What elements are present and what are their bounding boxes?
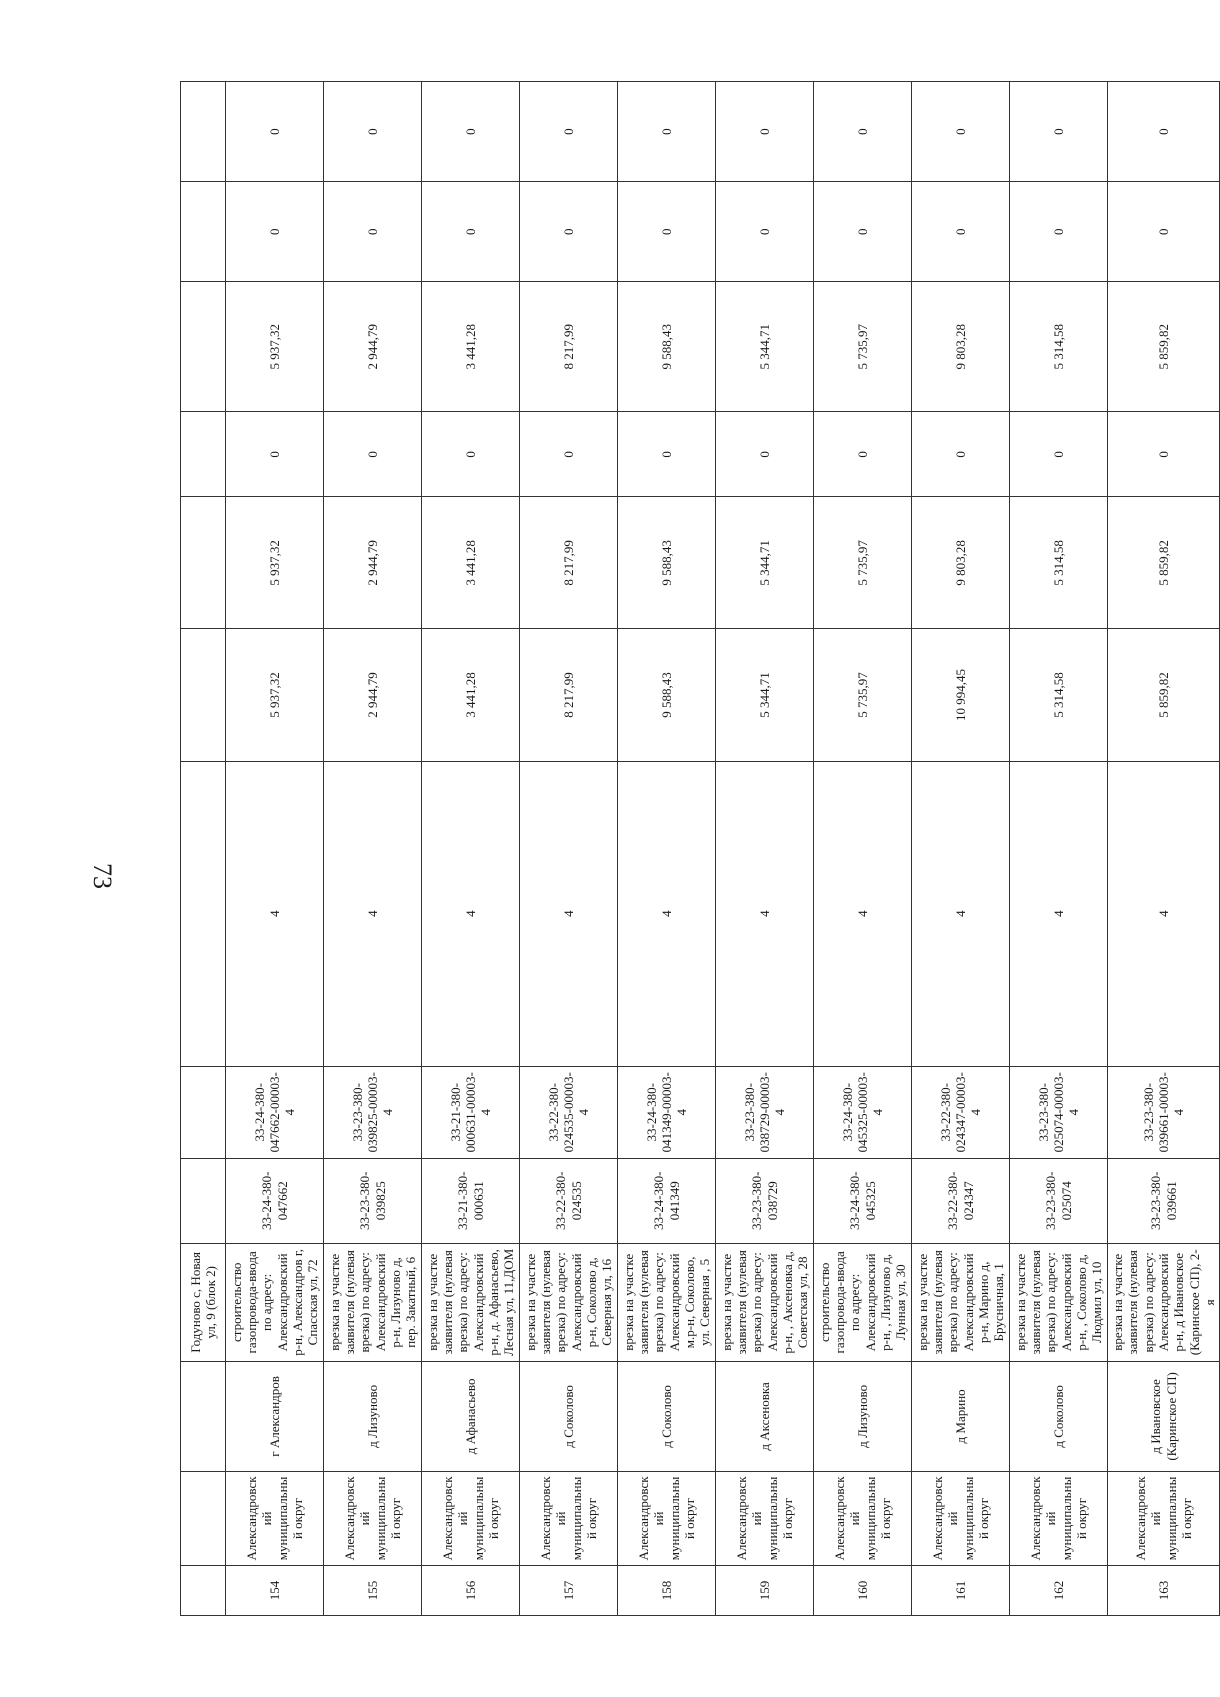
object-code-cell: 33-23-380-038729-00003-4 [716,1066,814,1158]
value-cell: 0 [814,412,912,497]
continuation-cell [181,1361,226,1471]
row-number: 154 [226,1565,324,1615]
value-cell: 5 314,58 [1010,497,1108,629]
value-cell: 5 344,71 [716,629,814,761]
object-code-cell: 33-22-380-024347-00003-4 [912,1066,1010,1158]
value-cell: 2 944,79 [324,629,422,761]
rotated-table-wrapper [180,81,1217,1616]
continuation-cell [181,82,226,182]
continuation-cell [181,761,226,1066]
table-row [422,82,520,1616]
row-number: 161 [912,1565,1010,1615]
category-cell: 4 [324,761,422,1066]
continuation-cell [181,1066,226,1158]
description-cell: врезка на участке заявителя (нулевая врезка) по адресу: Александровский р-н, , Соколово д, Людмил ул, 10 [1010,1243,1108,1361]
description-cell: врезка на участке заявителя (нулевая врезка) по адресу: Александровский р-н, д. Афанасьево, Лесная ул, 11,ДОМ [422,1243,520,1361]
value-cell: 0 [1108,412,1220,497]
description-cell: врезка на участке заявителя (нулевая врезка) по адресу: Александровский р-н, Марино д, Брусничная, 1 [912,1243,1010,1361]
value-cell: 5 859,82 [1108,282,1220,412]
value-cell: 0 [618,182,716,282]
value-cell: 0 [422,412,520,497]
description-cell: врезка на участке заявителя (нулевая врезка) по адресу: Александровский р-н, , Аксеновка д, Советская ул, 28 [716,1243,814,1361]
cadastre-cell: 33-22-380-024535 [520,1158,618,1243]
value-cell: 9 588,43 [618,629,716,761]
value-cell: 0 [716,412,814,497]
object-code-cell: 33-23-380-039825-00003-4 [324,1066,422,1158]
district-cell: Александровский муниципальный округ [716,1471,814,1565]
category-cell: 4 [912,761,1010,1066]
value-cell: 9 803,28 [912,497,1010,629]
value-cell: 0 [1108,182,1220,282]
continuation-cell [181,1471,226,1565]
value-cell: 0 [520,182,618,282]
value-cell: 9 588,43 [618,282,716,412]
value-cell: 0 [912,182,1010,282]
value-cell: 5 937,32 [226,629,324,761]
locality-cell: д Лизуново [324,1361,422,1471]
category-cell: 4 [422,761,520,1066]
row-number: 155 [324,1565,422,1615]
value-cell: 0 [912,412,1010,497]
value-cell: 0 [716,82,814,182]
continuation-row [181,82,226,1616]
category-cell: 4 [1108,761,1220,1066]
row-number: 159 [716,1565,814,1615]
value-cell: 0 [1108,82,1220,182]
district-cell: Александровский муниципальный округ [422,1471,520,1565]
description-cell: врезка на участке заявителя (нулевая врезка) по адресу: Александровский р-н, д Ивановское (Каринское СП), 2-я [1108,1243,1220,1361]
continuation-cell [181,282,226,412]
value-cell: 0 [226,82,324,182]
value-cell: 0 [422,182,520,282]
value-cell: 0 [520,82,618,182]
continuation-cell [181,1158,226,1243]
value-cell: 5 937,32 [226,282,324,412]
table-row [716,82,814,1616]
district-cell: Александровский муниципальный округ [912,1471,1010,1565]
row-number: 158 [618,1565,716,1615]
table-row [324,82,422,1616]
locality-cell: д Соколово [618,1361,716,1471]
object-code-cell: 33-23-380-025074-00003-4 [1010,1066,1108,1158]
value-cell: 0 [814,182,912,282]
description-cell: врезка на участке заявителя (нулевая врезка) по адресу: Александровский р-н, Лизуново д, пер. Закатный, 6 [324,1243,422,1361]
locality-cell: д Марино [912,1361,1010,1471]
value-cell: 5 314,58 [1010,629,1108,761]
table-row [520,82,618,1616]
table-row [1108,82,1220,1616]
locality-cell: д Ивановское (Каринское СП) [1108,1361,1220,1471]
value-cell: 0 [912,82,1010,182]
cadastre-cell: 33-24-380-041349 [618,1158,716,1243]
object-code-cell: 33-24-380-047662-00003-4 [226,1066,324,1158]
value-cell: 8 217,99 [520,497,618,629]
continuation-cell [181,629,226,761]
value-cell: 5 859,82 [1108,629,1220,761]
value-cell: 5 735,97 [814,629,912,761]
value-cell: 0 [226,182,324,282]
cadastre-cell: 33-23-380-038729 [716,1158,814,1243]
value-cell: 5 735,97 [814,282,912,412]
works-table [180,81,1220,1616]
district-cell: Александровский муниципальный округ [1010,1471,1108,1565]
value-cell: 0 [324,82,422,182]
value-cell: 0 [324,182,422,282]
cadastre-cell: 33-24-380-047662 [226,1158,324,1243]
cadastre-cell: 33-23-380-039661 [1108,1158,1220,1243]
locality-cell: д Соколово [1010,1361,1108,1471]
locality-cell: д Аксеновка [716,1361,814,1471]
value-cell: 9 803,28 [912,282,1010,412]
district-cell: Александровский муниципальный округ [324,1471,422,1565]
value-cell: 0 [226,412,324,497]
category-cell: 4 [226,761,324,1066]
value-cell: 5 937,32 [226,497,324,629]
cadastre-cell: 33-23-380-039825 [324,1158,422,1243]
cadastre-cell: 33-23-380-025074 [1010,1158,1108,1243]
object-code-cell: 33-21-380-000631-00003-4 [422,1066,520,1158]
value-cell: 3 441,28 [422,629,520,761]
category-cell: 4 [814,761,912,1066]
category-cell: 4 [520,761,618,1066]
category-cell: 4 [716,761,814,1066]
continuation-cell: Годуново с, Новая ул, 9 (блок 2) [181,1243,226,1361]
continuation-cell [181,412,226,497]
value-cell: 0 [1010,82,1108,182]
object-code-cell: 33-24-380-045325-00003-4 [814,1066,912,1158]
description-cell: строительство газопровода-ввода по адресу: Александровский р-н, Александров г, Спасская ул, 72 [226,1243,324,1361]
district-cell: Александровский муниципальный округ [520,1471,618,1565]
description-cell: врезка на участке заявителя (нулевая врезка) по адресу: Александровский м.р-н, Соколово, ул. Северная , 5 [618,1243,716,1361]
continuation-cell [181,182,226,282]
object-code-cell: 33-23-380-039661-00003-4 [1108,1066,1220,1158]
value-cell: 3 441,28 [422,497,520,629]
continuation-cell [181,1565,226,1615]
value-cell: 0 [1010,412,1108,497]
row-number: 162 [1010,1565,1108,1615]
value-cell: 0 [422,82,520,182]
row-number: 163 [1108,1565,1220,1615]
value-cell: 2 944,79 [324,282,422,412]
continuation-cell [181,497,226,629]
cadastre-cell: 33-24-380-045325 [814,1158,912,1243]
description-cell: врезка на участке заявителя (нулевая врезка) по адресу: Александровский р-н, Соколово д, Северная ул, 16 [520,1243,618,1361]
row-number: 160 [814,1565,912,1615]
table-row [814,82,912,1616]
value-cell: 3 441,28 [422,282,520,412]
locality-cell: г Александров [226,1361,324,1471]
value-cell: 5 344,71 [716,497,814,629]
category-cell: 4 [618,761,716,1066]
cadastre-cell: 33-22-380-024347 [912,1158,1010,1243]
value-cell: 8 217,99 [520,282,618,412]
object-code-cell: 33-24-380-041349-00003-4 [618,1066,716,1158]
value-cell: 5 344,71 [716,282,814,412]
row-number: 156 [422,1565,520,1615]
locality-cell: д Афанасьево [422,1361,520,1471]
table-row [1010,82,1108,1616]
value-cell: 0 [716,182,814,282]
table-row [912,82,1010,1616]
locality-cell: д Лизуново [814,1361,912,1471]
description-cell: строительство газопровода-ввода по адресу: Александровский р-н, , Лизуново д, Лунная ул, 30 [814,1243,912,1361]
value-cell: 2 944,79 [324,497,422,629]
value-cell: 5 735,97 [814,497,912,629]
cadastre-cell: 33-21-380-000631 [422,1158,520,1243]
value-cell: 9 588,43 [618,497,716,629]
table-row [226,82,324,1616]
value-cell: 10 994,45 [912,629,1010,761]
value-cell: 8 217,99 [520,629,618,761]
value-cell: 0 [520,412,618,497]
value-cell: 0 [618,82,716,182]
district-cell: Александровский муниципальный округ [618,1471,716,1565]
district-cell: Александровский муниципальный округ [1108,1471,1220,1565]
page-number: 73 [88,863,117,889]
value-cell: 5 314,58 [1010,282,1108,412]
category-cell: 4 [1010,761,1108,1066]
district-cell: Александровский муниципальный округ [814,1471,912,1565]
value-cell: 0 [814,82,912,182]
row-number: 157 [520,1565,618,1615]
object-code-cell: 33-22-380-024535-00003-4 [520,1066,618,1158]
table-row [618,82,716,1616]
value-cell: 5 859,82 [1108,497,1220,629]
locality-cell: д Соколово [520,1361,618,1471]
value-cell: 0 [618,412,716,497]
district-cell: Александровский муниципальный округ [226,1471,324,1565]
value-cell: 0 [324,412,422,497]
value-cell: 0 [1010,182,1108,282]
